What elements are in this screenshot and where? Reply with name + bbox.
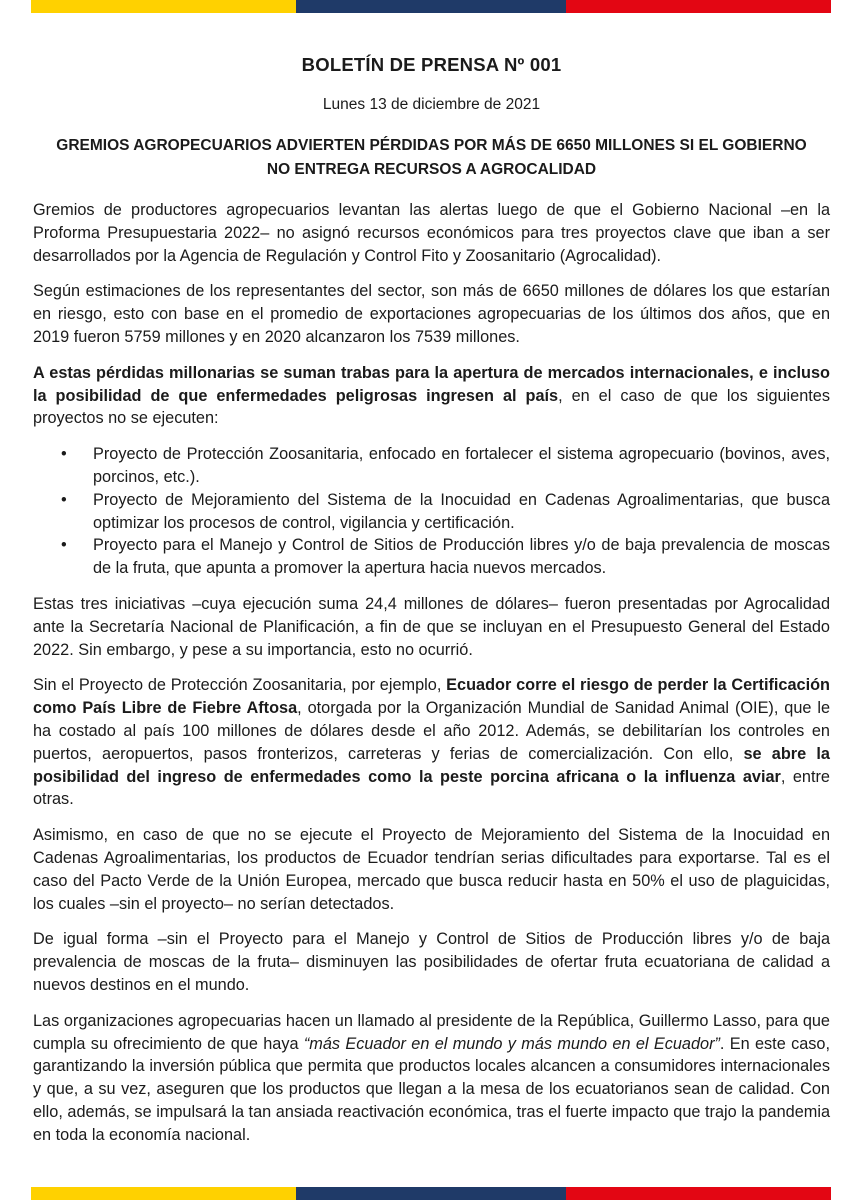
paragraph-5-d: se abre la posibilidad del ingreso de enfermedades como la peste porcina africana o la influenza aviar [33,744,830,786]
paragraph-6: Asimismo, en caso de que no se ejecute el Proyecto de Mejoramiento del Sistema de la Inocuidad en Cadenas Agroalimentarias, los productos de Ecuador tendrían serias dificultades para exportarse. Tal es el caso del Pacto Verde de la Unión Europea, mercado que busca reducir hasta en 50% el uso de plaguicidas, los cuales –sin el proyecto– no serían detectados. [33,826,830,913]
bullet-icon: • [61,445,67,464]
list-item [33,443,830,489]
list-item-text: Proyecto para el Manejo y Control de Sitios de Producción libres y/o de baja prevalencia de moscas de la fruta, que apunta a promover la apertura hacia nuevos mercados. [93,536,830,578]
paragraph-5-b: Ecuador corre el riesgo de perder la Certificación como País Libre de Fiebre Aftosa [33,676,830,718]
list-item-text: Proyecto de Protección Zoosanitaria, enfocado en fortalecer el sistema agropecuario (bovinos, aves, porcinos, etc.). [93,445,830,486]
flag-stripe-top [31,0,831,13]
paragraph-3-bold: A estas pérdidas millonarias se suman trabas para la apertura de mercados internacionales, e incluso la posibilidad de que enfermedades peligrosas ingresen al país [33,363,830,405]
stripe-blue [296,1187,566,1200]
bullet-icon: • [61,490,67,509]
paragraph-2: Según estimaciones de los representantes del sector, son más de 6650 millones de dólares los que estarían en riesgo, esto con base en el promedio de exportaciones agropecuarias de los últimos dos años, que en 2019 fueron 5759 millones y en 2020 alcanzaron los 7539 millones. [33,282,830,346]
paragraph-3-rest: , en el caso de que los siguientes proyectos no se ejecuten: [33,386,830,428]
list-item-text: Proyecto de Mejoramiento del Sistema de la Inocuidad en Cadenas Agroalimentarias, que busca optimizar los procesos de control, vigilancia y certificación. [93,490,830,532]
stripe-blue [296,0,566,13]
paragraph-5-c: , otorgada por la Organización Mundial de Sanidad Animal (OIE), que le ha costado al país 100 millones de dólares desde el año 2012. Además, se debilitarían los controles en puertos, aeropuertos, pasos fronterizos, carreteras y ferias de comercialización. Con ello, [33,699,831,763]
paragraph-3 [33,362,830,430]
paragraph-7: De igual forma –sin el Proyecto para el Manejo y Control de Sitios de Producción libres y/o de baja prevalencia de moscas de la fruta– disminuyen las posibilidades de ofertar fruta ecuatoriana de calidad a nuevos destinos en el mundo. [33,930,830,994]
paragraph-5-e: , entre otras. [33,767,830,809]
list-item [33,489,830,535]
bulletin-title: BOLETÍN DE PRENSA Nº 001 [301,54,562,75]
stripe-red [566,0,831,13]
paragraph-8-c: . En este caso, garantizando la inversión pública que permita que productos locales alcancen a consumidores internacionales y que, a su vez, aseguren que los productos que llegan a la mesa de los ecuatorianos sean de calidad. Con ello, además, se impulsará la tan ansiada reactivación económica, tras el fuerte impacto que trajo la pandemia en toda la economía nacional. [33,1034,830,1144]
paragraph-8-a: Las organizaciones agropecuarias hacen un llamado al presidente de la República, Guillermo Lasso, para que cumpla su ofrecimiento de que haya [33,1011,830,1053]
list-item [33,534,830,580]
paragraph-5-a: Sin el Proyecto de Protección Zoosanitaria, por ejemplo, [33,676,447,695]
headline [33,134,830,182]
paragraph-8 [33,1010,830,1147]
paragraph-1: Gremios de productores agropecuarios levantan las alertas luego de que el Gobierno Nacional –en la Proforma Presupuestaria 2022– no asignó recursos económicos para tres proyectos clave que iban a ser desarrollados por la Agencia de Regulación y Control Fito y Zoosanitario (Agrocalidad). [33,201,830,265]
bulletin-date: Lunes 13 de diciembre de 2021 [322,96,541,113]
flag-stripe-bottom [31,1187,831,1200]
paragraph-4: Estas tres iniciativas –cuya ejecución suma 24,4 millones de dólares– fueron presentadas por Agrocalidad ante la Secretaría Nacional de Planificación, a fin de que se incluyan en el Presupuesto General del Estado 2022. Sin embargo, y pese a su importancia, esto no ocurrió. [33,594,830,659]
stripe-yellow [31,1187,296,1200]
project-list [33,443,830,580]
headline-line-1: GREMIOS AGROPECUARIOS ADVIERTEN PÉRDIDAS POR MÁS DE 6650 MILLONES SI EL GOBIERNO [56,137,807,154]
paragraph-5 [33,674,830,811]
paragraph-8-quote: “más Ecuador en el mundo y más mundo en el Ecuador” [303,1034,720,1053]
stripe-red [566,1187,831,1200]
headline-line-2: NO ENTREGA RECURSOS A AGROCALIDAD [266,161,597,178]
press-release-document [33,54,830,1159]
bullet-icon: • [61,536,67,555]
stripe-yellow [31,0,296,13]
